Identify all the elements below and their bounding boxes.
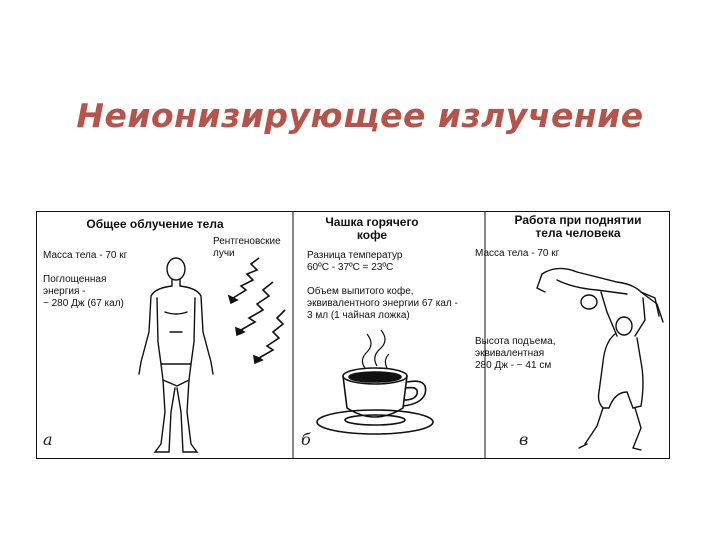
panel-c-heading: [489, 214, 667, 240]
panel-c-mass: Масса тела - 70 кг: [475, 248, 560, 259]
panel-c-height-line: 280 Дж - ~ 41 см: [475, 360, 552, 371]
panel-a-heading: Общее облучение тела: [86, 217, 224, 231]
panel-c-height-line: Высота подъема,: [475, 336, 556, 347]
comparison-figure: [36, 211, 670, 459]
panel-a-mass: Масса тела - 70 кг: [43, 250, 128, 261]
slide-title: Неионизирующее излучение: [76, 96, 644, 135]
panel-a-rays-label: [213, 236, 281, 260]
acrobat-lift-icon: [537, 268, 663, 450]
figure-illustrations: [37, 212, 669, 458]
panel-c-height: [475, 336, 556, 372]
panel-b-heading-line: кофе: [356, 228, 388, 242]
panel-b-temp-line: 60ºС - 37ºС = 23ºС: [307, 262, 394, 273]
panel-b-volume-line: 3 мл (1 чайная ложка): [307, 310, 410, 321]
panel-c-letter: в: [519, 430, 529, 449]
panel-a-energy-line: Поглощенная: [43, 274, 107, 285]
panel-b-temp-line: Разница температур: [307, 250, 403, 261]
panel-a-letter: а: [43, 430, 53, 449]
panel-a-energy: [43, 274, 143, 310]
panel-a-rays-line: Рентгеновские: [213, 236, 281, 247]
standing-man-icon: [139, 258, 213, 452]
panel-a-energy-line: энергия -: [43, 286, 86, 297]
panel-b-heading-line: Чашка горячего: [325, 215, 419, 229]
panel-c-height-line: эквивалентная: [475, 348, 545, 359]
panel-b-letter: б: [301, 430, 311, 449]
panel-c-heading-line: Работа при поднятии: [514, 213, 642, 227]
x-ray-zigzag-icon: [229, 258, 285, 363]
panel-b-heading: [297, 216, 447, 242]
panel-b-volume-line: Объем выпитого кофе,: [307, 286, 414, 297]
panel-a-energy-line: ~ 280 Дж (67 кал): [43, 298, 124, 309]
panel-b-volume-line: эквивалентного энергии 67 кал -: [307, 298, 458, 309]
coffee-cup-icon: [317, 330, 433, 434]
panel-b-temperature: [307, 250, 402, 274]
panel-c-heading-line: тела человека: [535, 226, 621, 240]
panel-a-rays-line: лучи: [213, 248, 235, 259]
panel-b-volume: [307, 286, 458, 322]
